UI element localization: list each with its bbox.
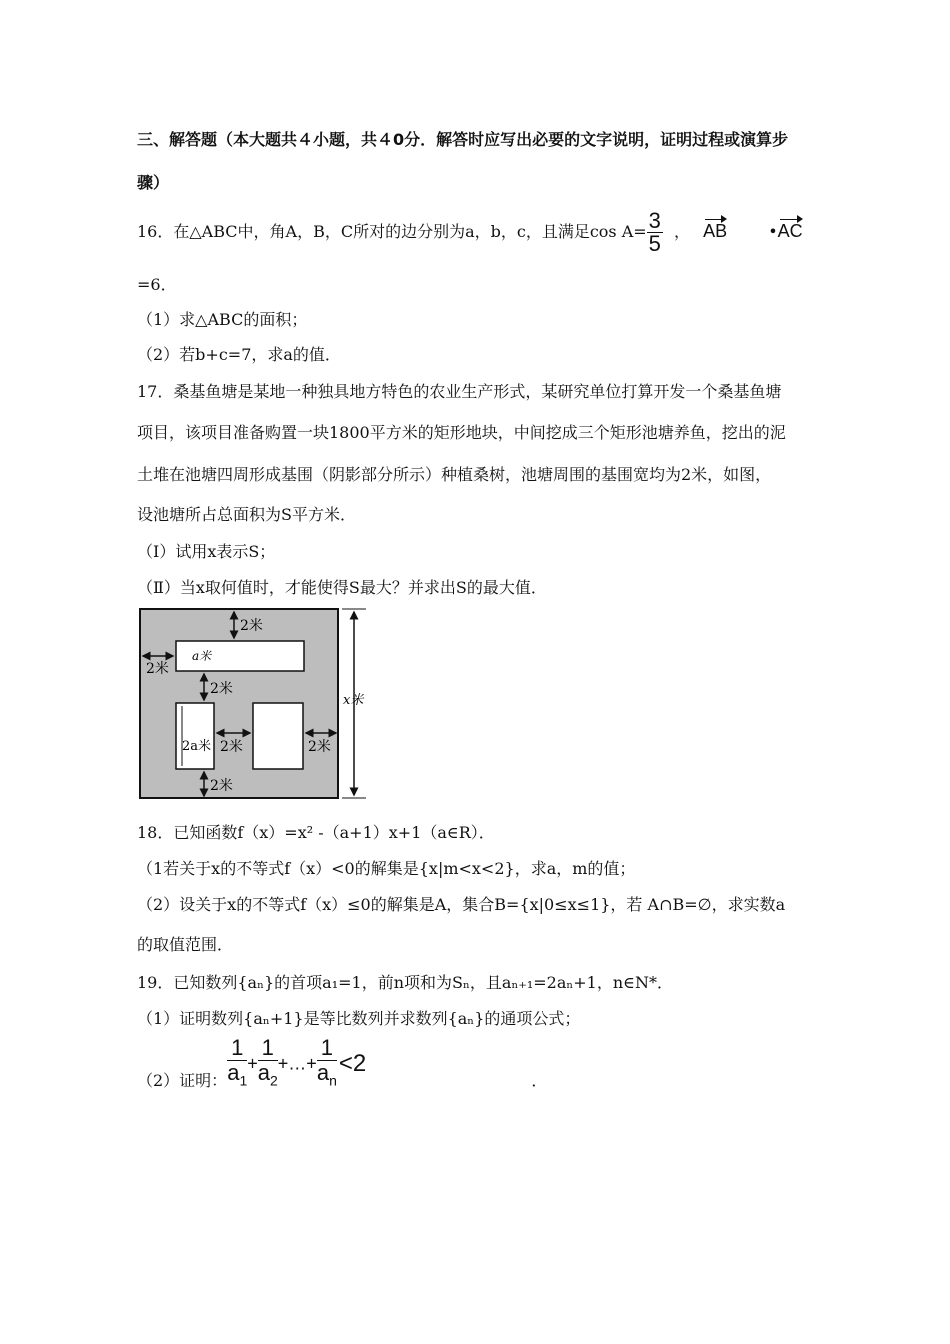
vector-ab: AB [703, 215, 727, 242]
q19-part2: （2）证明： $\frac{1}{a_1}$ + $\frac{1}{a_2}$ +…+ $\frac{1}{a_n}$ <2 ． [137, 1036, 547, 1092]
frac-den: 5 [648, 231, 661, 256]
label-a: a米 [192, 649, 212, 663]
q16-part1: （1）求△ABC的面积； [137, 310, 308, 329]
sum-dots: +…+ [277, 1053, 317, 1074]
label-mid: 2米 [210, 681, 233, 697]
q16-stem-text: 16．在△ABC中，角A，B，C所对的边分别为a，b，c，且满足cos A= [137, 222, 647, 241]
q18-line1: 18．已知函数f（x）=x² -（a+1）x+1（a∈R）． [137, 823, 495, 842]
q16-comma: ， [674, 222, 691, 241]
label-top: 2米 [240, 618, 263, 634]
q19-period: ． [531, 1070, 548, 1090]
pond-right [253, 703, 303, 769]
q16-stem-end: =6． [137, 275, 177, 294]
label-bottom: 2米 [210, 778, 233, 794]
q19-line1: 19．已知数列{aₙ}的首项a₁=1，前n项和为Sₙ，且aₙ₊₁=2aₙ+1，n∈N*． [137, 973, 674, 992]
section-title-line2: 骤） [137, 173, 170, 192]
q17-part1: （Ⅰ）试用x表示S； [137, 542, 276, 561]
q16-part2: （2）若b+c=7，求a的值． [137, 345, 341, 364]
label-x: x米 [343, 693, 364, 708]
q17-line1: 17．桑基鱼塘是某地一种独具地方特色的农业生产形式，某研究单位打算开发一个桑基鱼塘 [137, 382, 782, 401]
q18-part2b: 的取值范围． [137, 935, 234, 954]
sum-frac-2: $\frac{1}{a_2}$ [257, 1035, 278, 1089]
q17-line4: 设池塘所占总面积为S平方米． [137, 505, 356, 524]
sum-frac-1: $\frac{1}{a_1}$ [227, 1035, 248, 1089]
q17-line3: 土堆在池塘四周形成基围（阴影部分所示）种植桑树，池塘周围的基围宽均为2米，如图， [137, 465, 772, 484]
vector-ac: AC [778, 215, 803, 242]
label-between: 2米 [220, 739, 243, 755]
sum-frac-n: $\frac{1}{a_n}$ [316, 1035, 337, 1089]
section-title-line1: 三、解答题（本大题共４小题，共４0分．解答时应写出必要的文字说明，证明过程或演算步 [137, 130, 789, 149]
frac-num: 3 [648, 208, 661, 233]
label-right: 2米 [308, 739, 331, 755]
label-left: 2米 [146, 661, 169, 677]
cos-fraction [647, 210, 663, 255]
q17-part2: （Ⅱ）当x取何值时，才能使得S最大？并求出S的最大值． [137, 578, 547, 597]
label-2a: 2a米 [182, 739, 212, 754]
fishpond-diagram [138, 606, 368, 802]
q16-stem [137, 210, 803, 255]
dot-product: • [768, 222, 778, 241]
q19-part1: （1）证明数列{aₙ+1}是等比数列并求数列{aₙ}的通项公式； [137, 1009, 581, 1028]
q19-part2-label: （2）证明： [137, 1070, 228, 1090]
land-plot [140, 609, 338, 798]
sum-less-than-2: <2 [338, 1050, 367, 1078]
q17-line2: 项目，该项目准备购置一块1800平方米的矩形地块，中间挖成三个矩形池塘养鱼，挖出的泥 [137, 423, 786, 442]
q18-part1: （1若关于x的不等式f（x）<0的解集是{x|m<x<2}，求a，m的值； [137, 859, 636, 878]
q18-part2: （2）设关于x的不等式f（x）≤0的解集是A，集合B={x|0≤x≤1}，若 A∩B=∅，求实数a [137, 895, 786, 914]
